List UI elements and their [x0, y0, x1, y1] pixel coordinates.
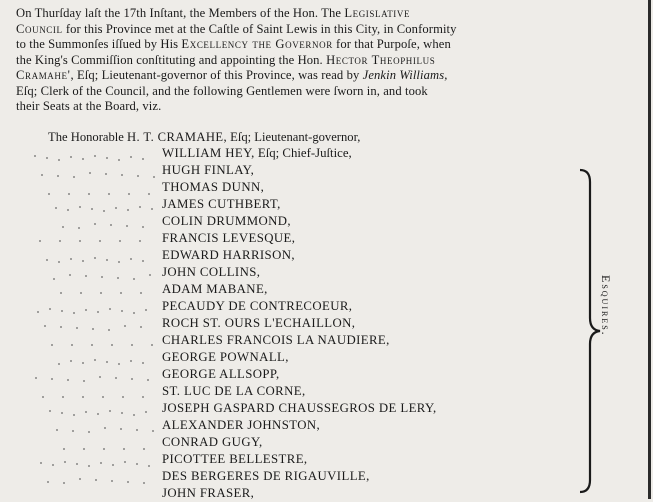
leader-dot [152, 430, 154, 432]
leader-dot [63, 482, 65, 484]
leader-dot [106, 361, 108, 363]
leader-dot [73, 176, 75, 178]
leader-dot [80, 292, 82, 294]
leader-dot [79, 240, 81, 242]
member-name: GEORGE ALLSOPP, [162, 367, 280, 381]
honorable-prefix: The Honorable [48, 130, 124, 144]
leader-dot [83, 448, 85, 450]
member-name: JAMES CUTHBERT, [162, 197, 281, 211]
leader-dot [142, 362, 144, 364]
leader-dot [58, 363, 60, 365]
leader-dot [41, 174, 43, 176]
member-name: JOHN COLLINS, [162, 265, 261, 279]
leader-dot [142, 158, 144, 160]
leader-dot [106, 157, 108, 159]
leader-dot [139, 240, 141, 242]
leader-dot [131, 378, 133, 380]
leader-dot [67, 209, 69, 211]
paragraph-text: for that Purpoſe, when [332, 37, 451, 51]
member-name: CHARLES FRANCOIS LA NAUDIERE, [162, 333, 390, 347]
leader-dot [142, 226, 144, 228]
leader-dot [42, 396, 44, 398]
leader-dot [105, 173, 107, 175]
leader-dot [112, 464, 114, 466]
leader-dot [52, 464, 54, 466]
paragraph-text: for this Province met at the Caſtle of Saint Lewis in this City, in Conformity [62, 21, 457, 36]
leader-dot [118, 261, 120, 263]
leader-dot [130, 360, 132, 362]
leader-dot [73, 414, 75, 416]
member-row [162, 417, 437, 434]
leader-dot [88, 193, 90, 195]
leader-dot [139, 206, 141, 208]
leader-dot [46, 259, 48, 261]
leader-dot [78, 227, 80, 229]
leader-dot [47, 481, 49, 483]
leader-dot [70, 360, 72, 362]
leader-dot [137, 175, 139, 177]
member-row [162, 281, 437, 298]
leader-dot [103, 210, 105, 212]
paragraph-line [16, 22, 640, 38]
leader-dot [100, 292, 102, 294]
leader-dot [99, 240, 101, 242]
member-name: HUGH FINLAY, [162, 163, 255, 177]
leader-dot [53, 278, 55, 280]
first-member-line [48, 130, 360, 145]
leader-dot [85, 411, 87, 413]
leader-dot [51, 344, 53, 346]
leader-dot [140, 326, 142, 328]
leader-dot [109, 410, 111, 412]
paragraph-line [16, 99, 640, 115]
leader-dot [126, 225, 128, 227]
small-caps-text: Hector Theophilus [326, 52, 436, 67]
leader-dot [82, 396, 84, 398]
leader-dot [61, 412, 63, 414]
paragraph-line [16, 37, 640, 53]
leader-dot [94, 155, 96, 157]
member-name: EDWARD HARRISON, [162, 248, 295, 262]
leader-dot [128, 193, 130, 195]
leader-dot [119, 240, 121, 242]
member-name: JOSEPH GASPARD CHAUSSEGROS DE LERY, [162, 401, 437, 415]
leader-dot [108, 329, 110, 331]
announcement-paragraph [16, 6, 640, 115]
member-name: ST. LUC DE LA CORNE, [162, 384, 306, 398]
leader-dot [99, 376, 101, 378]
paragraph-text: the King's Commiſſion conſtituting and appointing the Hon. [16, 52, 327, 67]
leader-dot [71, 344, 73, 346]
leader-dot [35, 377, 37, 379]
leader-dot [56, 429, 58, 431]
italic-name: Jenkin Williams, [362, 68, 448, 82]
leader-dot [118, 159, 120, 161]
leader-dot [97, 413, 99, 415]
leader-dot [68, 193, 70, 195]
leader-dot [63, 448, 65, 450]
leader-dot [72, 430, 74, 432]
leader-dot [55, 207, 57, 209]
leader-dot [148, 193, 150, 195]
leader-dot [88, 465, 90, 467]
member-row [162, 230, 437, 247]
leader-dot [153, 176, 155, 178]
leader-dot [91, 344, 93, 346]
first-member-name: H. T. CRAMAHE, [127, 130, 227, 144]
member-row [162, 213, 437, 230]
leader-dot [83, 380, 85, 382]
small-caps-text: Legislative [344, 6, 411, 20]
esquires-label: Esquires. [599, 275, 613, 337]
leader-dot [97, 311, 99, 313]
paragraph-line [16, 68, 640, 84]
leader-dot [120, 292, 122, 294]
leader-dot [133, 278, 135, 280]
member-row [162, 298, 437, 315]
leader-dot [76, 463, 78, 465]
leader-dot [121, 174, 123, 176]
small-caps-text: Council [16, 21, 63, 36]
member-name: JOHN FRASER, [162, 486, 255, 500]
member-row [162, 332, 437, 349]
paragraph-line [16, 6, 640, 22]
member-name: GEORGE POWNALL, [162, 350, 289, 364]
leader-dot [109, 308, 111, 310]
leader-dot [115, 377, 117, 379]
leader-dot [148, 465, 150, 467]
leader-dot [149, 274, 151, 276]
leader-dot [127, 209, 129, 211]
leader-dot [79, 206, 81, 208]
leader-dot [79, 478, 81, 480]
leader-dot [40, 462, 42, 464]
member-name: COLIN DRUMMOND, [162, 214, 291, 228]
member-row [162, 349, 437, 366]
leader-dot [130, 156, 132, 158]
leader-dot [62, 396, 64, 398]
leader-dot [127, 481, 129, 483]
leader-dot [82, 260, 84, 262]
leader-dot [133, 414, 135, 416]
leader-dot [58, 159, 60, 161]
leader-dot [62, 226, 64, 228]
member-name: ALEXANDER JOHNSTON, [162, 418, 321, 432]
leader-dot [89, 172, 91, 174]
leader-dots [24, 152, 164, 492]
leader-dot [147, 379, 149, 381]
leader-dot [131, 344, 133, 346]
leader-dot [85, 275, 87, 277]
member-name: PECAUDY DE CONTRECOEUR, [162, 299, 353, 313]
leader-dot [143, 482, 145, 484]
leader-dot [136, 429, 138, 431]
member-row [162, 485, 437, 502]
leader-dot [151, 208, 153, 210]
leader-dot [88, 431, 90, 433]
leader-dot [124, 325, 126, 327]
member-row [162, 247, 437, 264]
leader-dot [108, 193, 110, 195]
leader-dot [70, 156, 72, 158]
member-name: WILLIAM HEY, [162, 146, 255, 160]
member-row [162, 400, 437, 417]
leader-dot [130, 258, 132, 260]
paragraph-text: their Seats at the Board, viz. [16, 99, 162, 113]
leader-dot [103, 448, 105, 450]
member-row [162, 451, 437, 468]
leader-dot [37, 311, 39, 313]
small-caps-text: Cramahe' [16, 68, 71, 82]
member-row [162, 468, 437, 485]
leader-dot [48, 193, 50, 195]
leader-dot [60, 292, 62, 294]
leader-dot [118, 363, 120, 365]
leader-dot [73, 312, 75, 314]
leader-dot [104, 427, 106, 429]
leader-dot [58, 261, 60, 263]
member-row [162, 179, 437, 196]
paragraph-text: , Eſq; Lieutenant-governor of this Province, was read by [70, 68, 363, 82]
member-title: Eſq; Chief-Juſtice, [254, 146, 352, 160]
leader-dot [76, 327, 78, 329]
paragraph-line [16, 53, 640, 69]
leader-dot [100, 462, 102, 464]
leader-dot [117, 277, 119, 279]
member-name: PICOTTEE BELLESTRE, [162, 452, 308, 466]
leader-dot [64, 461, 66, 463]
leader-dot [102, 396, 104, 398]
leader-dot [44, 325, 46, 327]
member-row [162, 145, 437, 162]
leader-dot [111, 480, 113, 482]
leader-dot [92, 328, 94, 330]
leader-dot [110, 224, 112, 226]
leader-dot [82, 158, 84, 160]
leader-dot [39, 240, 41, 242]
paragraph-text: On Thurſday laſt the 17th Inſtant, the Members of the Hon. The [16, 6, 345, 20]
member-row [162, 264, 437, 281]
member-list [162, 145, 437, 502]
leader-dot [101, 276, 103, 278]
leader-dot [49, 410, 51, 412]
leader-dot [145, 411, 147, 413]
leader-dot [46, 157, 48, 159]
leader-dot [82, 362, 84, 364]
leader-dot [120, 428, 122, 430]
paragraph-line [16, 84, 640, 100]
leader-dot [142, 396, 144, 398]
leader-dot [59, 240, 61, 242]
leader-dot [123, 448, 125, 450]
leader-dot [124, 461, 126, 463]
leader-dot [95, 479, 97, 481]
leader-dot [57, 175, 59, 177]
member-row [162, 196, 437, 213]
member-name: FRANCIS LEVESQUE, [162, 231, 296, 245]
leader-dot [85, 309, 87, 311]
member-name: THOMAS DUNN, [162, 180, 265, 194]
column-edge-rule [648, 0, 651, 499]
member-row [162, 366, 437, 383]
member-row [162, 162, 437, 179]
leader-dot [111, 344, 113, 346]
first-member-title: Eſq; Lieutenant-governor, [227, 130, 361, 144]
leader-dot [133, 312, 135, 314]
leader-dot [106, 259, 108, 261]
leader-dot [143, 448, 145, 450]
member-name: ADAM MABANE, [162, 282, 268, 296]
leader-dot [142, 260, 144, 262]
member-row [162, 315, 437, 332]
leader-dot [121, 310, 123, 312]
leader-dot [34, 155, 36, 157]
paragraph-text: to the Summonſes iſſued by His [16, 37, 182, 51]
leader-dot [91, 208, 93, 210]
leader-dot [122, 396, 124, 398]
leader-dot [61, 310, 63, 312]
member-name: CONRAD GUGY, [162, 435, 263, 449]
paragraph-text: Eſq; Clerk of the Council, and the following Gentlemen were ſworn in, and took [16, 83, 428, 98]
member-name: ROCH ST. OURS L'ECHAILLON, [162, 316, 356, 330]
leader-dot [145, 309, 147, 311]
leader-dot [140, 292, 142, 294]
leader-dot [121, 412, 123, 414]
member-row [162, 383, 437, 400]
leader-dot [60, 326, 62, 328]
leader-dot [70, 258, 72, 260]
small-caps-text: Excellency the Governor [181, 37, 333, 51]
leader-dot [69, 274, 71, 276]
leader-dot [94, 223, 96, 225]
leader-dot [67, 379, 69, 381]
member-name: DES BERGERES DE RIGAUVILLE, [162, 469, 370, 483]
leader-dot [94, 257, 96, 259]
member-row [162, 434, 437, 451]
leader-dot [136, 463, 138, 465]
leader-dot [94, 359, 96, 361]
leader-dot [49, 308, 51, 310]
leader-dot [115, 207, 117, 209]
leader-dot [51, 378, 53, 380]
leader-dot [151, 344, 153, 346]
